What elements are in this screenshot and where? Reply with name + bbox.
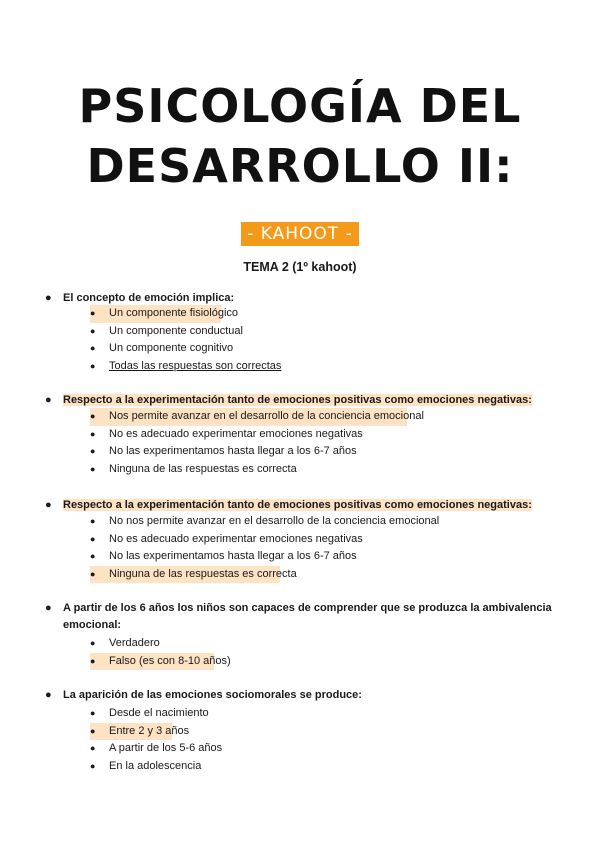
- bullet-icon: ●: [45, 499, 52, 511]
- question-text: Respecto a la experimentación tanto de emociones positivas como emociones negativas:: [63, 394, 532, 406]
- list-item: ● No nos permite avanzar en el desarrollo de la conciencia emocional: [90, 513, 550, 531]
- question-5: [45, 687, 565, 704]
- question-2: [45, 392, 565, 409]
- options-4: [90, 635, 550, 670]
- question-4: [45, 600, 565, 634]
- list-item: ● Ninguna de las respuestas es correcta: [90, 461, 550, 479]
- bullet-icon: ●: [90, 743, 96, 753]
- question-text: Respecto a la experimentación tanto de emociones positivas como emociones negativas:: [63, 499, 532, 511]
- bullet-icon: ●: [90, 343, 96, 353]
- page-title-line-1: PSICOLOGÍA DEL: [78, 79, 522, 133]
- kahoot-tag: - KAHOOT -: [241, 222, 358, 246]
- options-2: [90, 408, 550, 478]
- bullet-icon: ●: [45, 394, 52, 406]
- list-item: ● Falso (es con 8-10 años): [90, 653, 214, 671]
- bullet-icon: ●: [90, 655, 96, 666]
- list-item: ● Un componente cognitivo: [90, 340, 550, 358]
- bullet-icon: ●: [90, 760, 96, 771]
- bullet-icon: ●: [90, 360, 96, 371]
- list-item: ● A partir de los 5-6 años: [90, 740, 550, 758]
- list-item: ● No es adecuado experimentar emociones negativas: [90, 531, 550, 549]
- tag-container: [0, 222, 600, 246]
- options-5: [90, 705, 550, 775]
- question-text: La aparición de las emociones sociomorales se produce:: [63, 689, 362, 701]
- list-item: ● Un componente fisiológico: [90, 305, 221, 323]
- subtitle: TEMA 2 (1º kahoot): [243, 260, 357, 274]
- options-3: [90, 513, 550, 583]
- bullet-icon: ●: [90, 516, 96, 526]
- bullet-icon: ●: [90, 428, 96, 439]
- bullet-icon: ●: [90, 463, 96, 474]
- list-item: ● No las experimentamos hasta llegar a los 6-7 años: [90, 443, 550, 461]
- list-item: ● Desde el nacimiento: [90, 705, 550, 723]
- bullet-icon: ●: [90, 568, 96, 579]
- list-item: ● Entre 2 y 3 años: [90, 723, 172, 741]
- question-3: [45, 497, 565, 514]
- list-item: ● No es adecuado experimentar emociones negativas: [90, 426, 550, 444]
- options-1: [90, 305, 550, 375]
- list-item: ● Nos permite avanzar en el desarrollo de la conciencia emocional: [90, 408, 407, 426]
- bullet-icon: ●: [90, 533, 96, 544]
- bullet-icon: ●: [90, 725, 96, 736]
- bullet-icon: ●: [45, 602, 52, 614]
- page-title-line-2: DESARROLLO II:: [86, 139, 514, 193]
- bullet-icon: ●: [90, 411, 96, 421]
- list-item: ● No las experimentamos hasta llegar a los 6-7 años: [90, 548, 550, 566]
- list-item: ● En la adolescencia: [90, 758, 550, 776]
- bullet-icon: ●: [90, 446, 96, 456]
- bullet-icon: ●: [90, 708, 96, 718]
- bullet-icon: ●: [90, 551, 96, 561]
- list-item: ● Ninguna de las respuestas es correcta: [90, 566, 280, 584]
- question-text: A partir de los 6 años los niños son capaces de comprender que se produzca la ambivalencia emocional:: [63, 602, 552, 631]
- question-text: El concepto de emoción implica:: [63, 292, 235, 304]
- bullet-icon: ●: [45, 689, 52, 701]
- bullet-icon: ●: [90, 638, 96, 648]
- list-item: ● Todas las respuestas son correctas: [90, 358, 550, 376]
- list-item: ● Verdadero: [90, 635, 550, 653]
- list-item: ● Un componente conductual: [90, 323, 550, 341]
- bullet-icon: ●: [90, 308, 96, 318]
- bullet-icon: ●: [90, 325, 96, 336]
- bullet-icon: ●: [45, 292, 52, 304]
